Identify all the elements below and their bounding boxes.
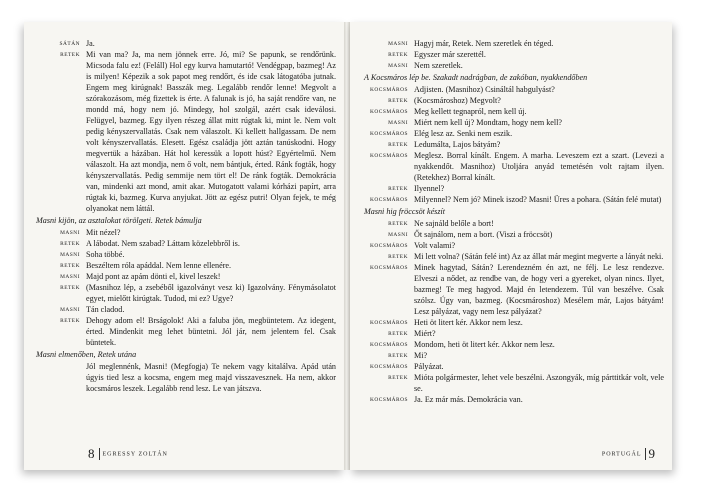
left-page-number: 8 [88, 446, 96, 461]
speaker-name: KOCSMÁROS [369, 265, 408, 271]
right-page-footer [602, 446, 656, 462]
dialogue-text: Meglesz. Borral kínált. Engem. A marha. Leveszem ezt a szart. (Levezi a nyakkendőt. Masnihoz) Utoljára anyád temetésén volt rajtam ilyen. (Retekhez) Borral kínált. [414, 151, 664, 182]
dialogue-text: Elég lesz az. Senki nem eszik. [414, 129, 513, 138]
speaker-name: KOCSMÁROS [369, 243, 408, 249]
dialogue-line [364, 49, 664, 60]
speaker-name: MASNI [388, 41, 408, 47]
stage-direction: A Kocsmáros lép be. Szakadt nadrágban, de zakóban, nyakkendőben [364, 73, 588, 82]
dialogue-text: Mi lett volna? (Sátán felé int) Az az állat már megint megverte a lányát neki. [414, 252, 664, 261]
dialogue-text: A lábodat. Nem szabad? Láttam közelebbről is. [86, 239, 240, 248]
dialogue-text: Mióta polgármester, lehet vele beszélni. Aszongyák, míg párttitkár volt, vele se. [414, 373, 664, 393]
speaker-name: MASNI [388, 232, 408, 238]
left-page [24, 22, 344, 470]
dialogue-line [364, 240, 664, 251]
speaker-name: MASNI [60, 274, 80, 280]
stage-direction: Masni hig fröccsöt készít [364, 207, 446, 216]
dialogue-line [364, 218, 664, 229]
dialogue-line [364, 251, 664, 262]
dialogue-text: Mi van ma? Ja, ma nem jönnek erre. Jó, mi? Se papunk, se rendőrünk. Micsoda falu ez! (Feláll) Hol egy kurva hamutartó! Vendégpap, bazmeg! Az is milyen! Képezik a sok papot meg rendőrt, és ide csak látogatóba jutnak. Engem meg kirúgnak! Basszák meg. Legalább rendőr lenne! Megvolt a szórakozásom, még fizettek is érte. A falunak is jó, ha saját rendőre van, ne mondd má, hogy nem jó. Mindegy, hol szolgál, azért csak ideválosi. Felügyel, bazmeg. Egy ilyen részeg állat mitt rúgtak ki, mint le. Nem volt pedig kényszervallatás. Csak nem válaszolt. Ki kellett hallgassam. De nem volt kényszervallatás. Elesett. Egész családja jött aztán tanúskodni. Hogy megvertük a házában. Hát hol keressük a lopott húst? Egyértelmű. Nem válaszolt. Ha azt mondja, nem ő volt, nem bántjuk, érted. Ránk fogták, hogy kényszervallatás. Pedig semmije nem tört el! De ránk fogták. Demokrácia van, mindenki azt mond, amit akar. Mutogatott valami kórházi papírt, arra rúgtak ki, bazmeg. Kurva anyjukat. Jött az egész putri! Olyan fejek, te még olyanokat nem láttál. [86, 50, 336, 213]
speaker-name: RETEK [60, 52, 80, 58]
dialogue-text: Ledumálta, Lajos bátyám? [414, 140, 501, 149]
dialogue-line [36, 315, 336, 348]
dialogue-text: Ilyennel? [414, 184, 445, 193]
dialogue-line [36, 304, 336, 315]
left-page-footer [88, 446, 168, 462]
dialogue-text: Mit nézel? [86, 228, 121, 237]
dialogue-line [364, 262, 664, 317]
speaker-name: KOCSMÁROS [369, 87, 408, 93]
speaker-name: RETEK [388, 98, 408, 104]
dialogue-line [364, 106, 664, 117]
dialogue-text: Miért? [414, 329, 436, 338]
speaker-name: KOCSMÁROS [369, 342, 408, 348]
dialogue-text: Őt sajnálom, nem a bort. (Viszi a fröccsöt) [414, 230, 553, 239]
dialogue-line [364, 60, 664, 71]
dialogue-line [36, 227, 336, 238]
dialogue-line [364, 339, 664, 350]
dialogue-text: Adjisten. (Masnihoz) Csináltál habgulyást? [414, 85, 555, 94]
speaker-name: RETEK [388, 142, 408, 148]
dialogue-line [364, 150, 664, 183]
dialogue-line [364, 183, 664, 194]
dialogue-line [36, 271, 336, 282]
dialogue-line [364, 361, 664, 372]
dialogue-text: Miért nem kell új? Mondtam, hogy nem kell? [414, 118, 563, 127]
right-page [350, 22, 672, 470]
dialogue-text: Egyszer már szerettél. [414, 50, 486, 59]
dialogue-text: Pályázat. [414, 362, 444, 371]
speaker-name: RETEK [60, 241, 80, 247]
right-running-title: PORTUGÁL [601, 451, 642, 458]
dialogue-text: Hagyj már, Retek. Nem szeretlek én téged. [414, 39, 554, 48]
dialogue-text: Milyennel? Nem jó? Minek iszod? Masni! Üres a pohara. (Sátán felé mutat) [414, 195, 662, 204]
speaker-name: RETEK [388, 375, 408, 381]
right-page-text [364, 38, 664, 405]
speaker-name: KOCSMÁROS [369, 320, 408, 326]
speaker-name: RETEK [388, 221, 408, 227]
speaker-name: SÁTÁN [59, 41, 80, 47]
speaker-name: KOCSMÁROS [369, 364, 408, 370]
speaker-name: RETEK [60, 263, 80, 269]
left-running-title: EGRESSY ZOLTÁN [102, 451, 168, 458]
speaker-name: KOCSMÁROS [369, 131, 408, 137]
dialogue-text: Majd pont az apám dönti el, kivel leszek! [86, 272, 221, 281]
dialogue-line [364, 328, 664, 339]
speaker-name: RETEK [388, 186, 408, 192]
dialogue-text: Soha többé. [86, 250, 125, 259]
dialogue-text: Tán cladod. [86, 305, 125, 314]
dialogue-text: Beszéltem róla apáddal. Nem lenne ellenére. [86, 261, 232, 270]
dialogue-line [364, 194, 664, 205]
speaker-name: KOCSMÁROS [369, 397, 408, 403]
dialogue-line [364, 84, 664, 95]
dialogue-line [36, 38, 336, 49]
dialogue-continuation: Jól meglennénk, Masni! (Megfogja) Te nekem vagy kitalálva. Apád után úgyis tied lesz a kocsma, engem meg majd visszavesznek. Ha nem, akkor kocsmáros leszek. Legalább rend lesz. Le van játszva. [86, 362, 336, 393]
dialogue-line [36, 249, 336, 260]
dialogue-line [364, 394, 664, 405]
dialogue-text: Nem szeretlek. [414, 61, 463, 70]
dialogue-line [36, 49, 336, 214]
dialogue-line [364, 95, 664, 106]
dialogue-line [36, 260, 336, 271]
speaker-name: MASNI [388, 63, 408, 69]
dialogue-line [364, 117, 664, 128]
dialogue-line [36, 238, 336, 249]
speaker-name: MASNI [60, 230, 80, 236]
dialogue-line [364, 350, 664, 361]
dialogue-line [364, 38, 664, 49]
dialogue-line [364, 317, 664, 328]
dialogue-text: (Kocsmároshoz) Megvolt? [414, 96, 501, 105]
dialogue-text: (Masnihoz lép, a zsebéből igazolványt vesz ki) Igazolvány. Fénymásolatot egyet, mielőtt kirúgtak. Tudod, mi ez? Ugye? [86, 283, 336, 303]
dialogue-text: Mi? [414, 351, 428, 360]
dialogue-line [36, 282, 336, 304]
dialogue-text: Meg kellett tegnapról, nem kell új. [414, 107, 527, 116]
left-page-text [36, 38, 336, 394]
dialogue-text: Ja. [86, 39, 95, 48]
stage-direction: Masni elmenőben, Retek utána [36, 350, 137, 359]
speaker-name: MASNI [60, 307, 80, 313]
speaker-name: RETEK [388, 254, 408, 260]
speaker-name: KOCSMÁROS [369, 197, 408, 203]
speaker-name: RETEK [388, 353, 408, 359]
dialogue-text: Volt valami? [414, 241, 456, 250]
speaker-name: RETEK [60, 318, 80, 324]
dialogue-line [364, 128, 664, 139]
dialogue-text: Dehogy adom el! Brságolok! Aki a faluba jön, megbüntetem. Az idegent, érted. Mindenkit meg lehet büntetni. Jól jár, nem jelentem fel. Csak büntetek. [86, 316, 336, 347]
stage-direction: Masni kijön, az asztalokat törölgeti. Retek bámulja [36, 216, 202, 225]
right-page-number: 9 [648, 446, 656, 461]
speaker-name: RETEK [60, 285, 80, 291]
speaker-name: KOCSMÁROS [369, 153, 408, 159]
dialogue-line [364, 229, 664, 240]
speaker-name: MASNI [388, 120, 408, 126]
dialogue-line [364, 139, 664, 150]
dialogue-text: Minek hagytad, Sátán? Lerendezném én azt, ne félj. Le lesz rendezve. Elveszi a nődet, az rendbe van, de hogy veri a gyereket, olyan nincs. Ilyet, bazmeg! Te meg hagyod. Majd én letendezem. Túl van beszélve. Csak szólsz. Úgy van, bazmeg. (Kocsmároshoz) Mesélem már, Lajos bátyám! Lesz pályázat, vagy nem lesz pályázat? [414, 263, 664, 316]
dialogue-text: Heti öt litert kér. Akkor nem lesz. [414, 318, 523, 327]
dialogue-text: Ja. Ez már más. Demokrácia van. [414, 395, 523, 404]
dialogue-text: Ne sajnáld belőle a bort! [414, 219, 494, 228]
speaker-name: RETEK [388, 331, 408, 337]
speaker-name: KOCSMÁROS [369, 109, 408, 115]
speaker-name: RETEK [388, 52, 408, 58]
dialogue-line [364, 372, 664, 394]
dialogue-text: Mondom, heti öt litert kér. Akkor nem lesz. [414, 340, 555, 349]
speaker-name: MASNI [60, 252, 80, 258]
